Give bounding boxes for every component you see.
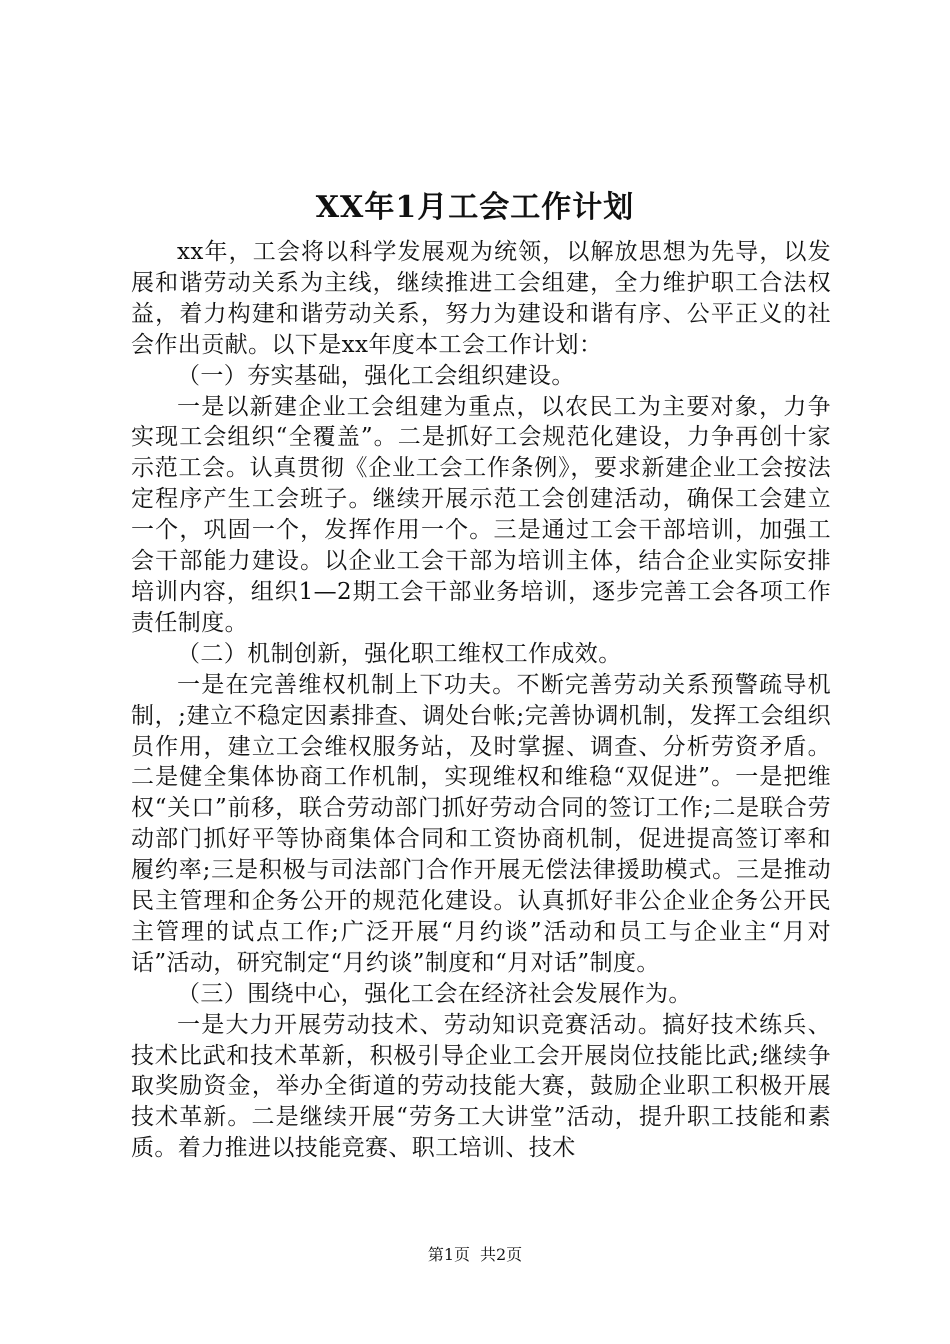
page-total: 共2页 (480, 1245, 523, 1264)
document-body (131, 237, 831, 1164)
page-footer (0, 1244, 950, 1266)
intro-paragraph: xx年，工会将以科学发展观为统领，以解放思想为先导，以发展和谐劳动关系为主线，继续推进工会组建，全力维护职工合法权益，着力构建和谐劳动关系，努力为建设和谐有序、公平正义的社会作出贡献。以下是xx年度本工会工作计划： (131, 239, 831, 358)
section-heading-1: （一）夯实基础，强化工会组织建设。 (177, 362, 575, 389)
section-1-paragraph: 一是以新建企业工会组建为重点，以农民工为主要对象，力争实现工会组织“全覆盖”。二是抓好工会规范化建设，力争再创十家示范工会。认真贯彻《企业工会工作条例》，要求新建企业工会按法定程序产生工会班子。继续开展示范工会创建活动，确保工会建立一个，巩固一个，发挥作用一个。三是通过工会干部培训，加强工会干部能力建设。以企业工会干部为培训主体，结合企业实际安排培训内容，组织1—2期工会干部业务培训，逐步完善工会各项工作责任制度。 (131, 393, 831, 636)
section-heading-3: （三）围绕中心，强化工会在经济社会发展作为。 (177, 980, 692, 1007)
section-2-paragraph: 一是在完善维权机制上下功夫。不断完善劳动关系预警疏导机制，;建立不稳定因素排查、调处台帐;完善协调机制，发挥工会组织员作用，建立工会维权服务站，及时掌握、调查、分析劳资矛盾。二是健全集体协商工作机制，实现维权和维稳“双促进”。一是把维权“关口”前移，联合劳动部门抓好劳动合同的签订工作;二是联合劳动部门抓好平等协商集体合同和工资协商机制，促进提高签订率和履约率;三是积极与司法部门合作开展无偿法律援助模式。三是推动民主管理和企务公开的规范化建设。认真抓好非公企业企务公开民主管理的试点工作;广泛开展“月约谈”活动和员工与企业主“月对话”活动，研究制定“月约谈”制度和“月对话”制度。 (131, 671, 831, 976)
page-title: XX年1月工会工作计划 (315, 190, 635, 225)
page-number: 第1页 (427, 1245, 470, 1264)
section-heading-2: （二）机制创新，强化职工维权工作成效。 (177, 640, 622, 667)
section-3-paragraph: 一是大力开展劳动技术、劳动知识竞赛活动。搞好技术练兵、技术比武和技术革新，积极引导企业工会开展岗位技能比武;继续争取奖励资金，举办全街道的劳动技能大赛，鼓励企业职工积极开展技术革新。二是继续开展“劳务工大讲堂”活动，提升职工技能和素质。着力推进以技能竞赛、职工培训、技术 (131, 1011, 831, 1162)
